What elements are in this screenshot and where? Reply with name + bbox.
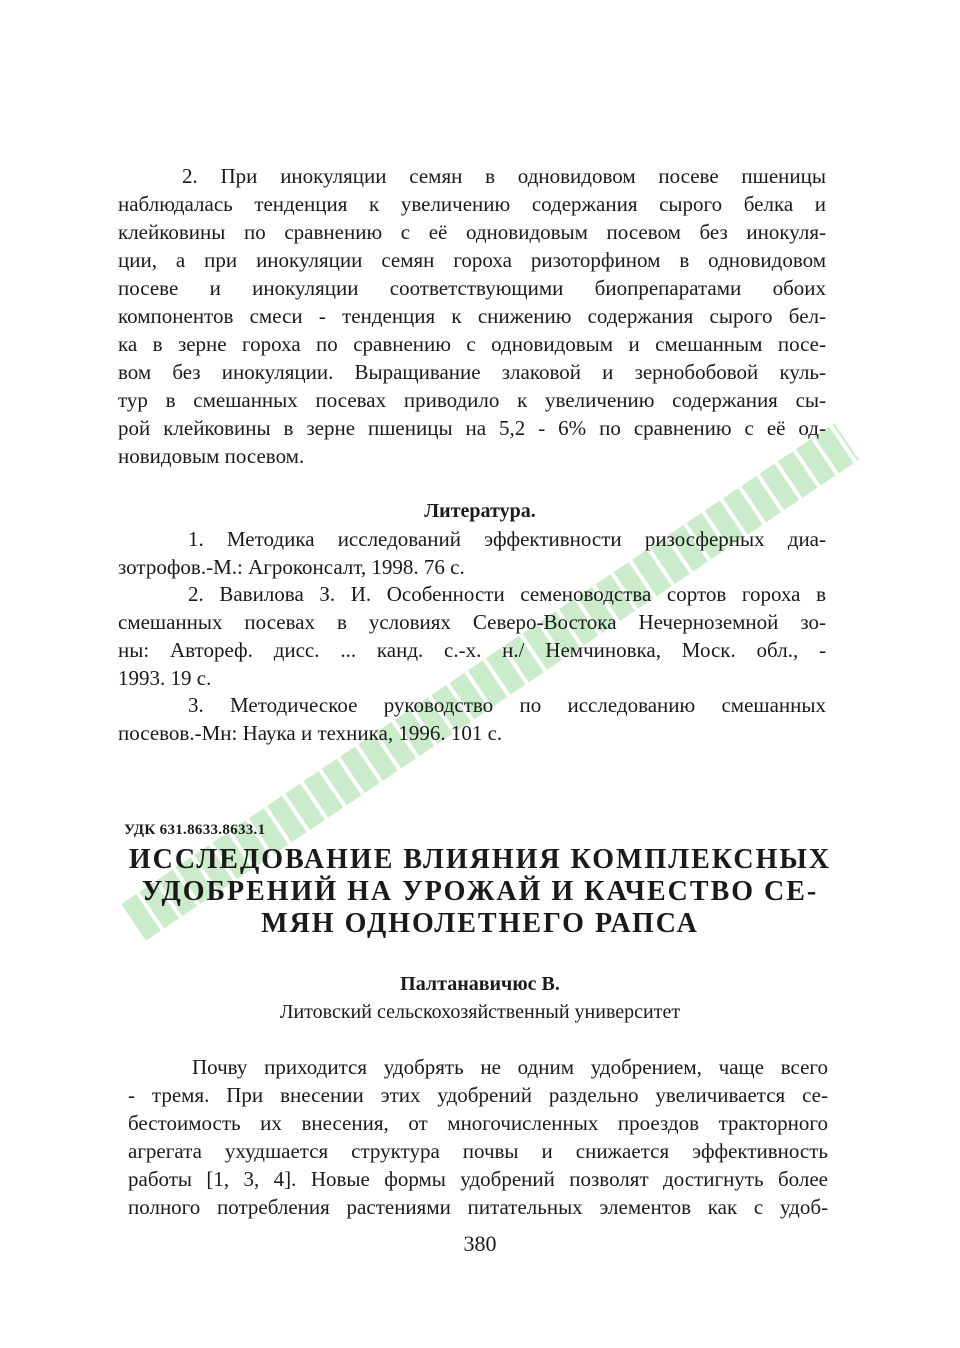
page-number: 380 [463, 1231, 497, 1256]
text-line: вом без инокуляции. Выращивание злаковой и зернобобовой куль- [118, 360, 826, 384]
reference-line: смешанных посевах в условиях Северо-Востока Нечерноземной зо- [118, 610, 826, 634]
text-line: клейковины по сравнению с её одновидовым посевом без инокуля- [118, 220, 826, 244]
text-line: работы [1, 3, 4]. Новые формы удобрений позволят достигнуть более [128, 1167, 828, 1191]
literature-heading: Литература. [424, 500, 536, 522]
text-line: - тремя. При внесении этих удобрений раздельно увеличивается се- [128, 1083, 828, 1107]
text-line: наблюдалась тенденция к увеличению содержания сырого белка и [118, 192, 826, 216]
text-line: агрегата ухудшается структура почвы и снижается эффективность [128, 1139, 828, 1163]
udk-code: УДК 631.8633.8633.1 [124, 822, 266, 838]
text-line: посеве и инокуляции соответствующими биопрепаратами обоих [118, 276, 826, 300]
author-affiliation: Литовский сельскохозяйственный университет [279, 1001, 681, 1023]
reference-line: ны: Автореф. дисс. ... канд. с.-х. н./ Немчиновка, Моск. обл., - [118, 638, 826, 662]
article-title-line: УДОБРЕНИЙ НА УРОЖАЙ И КАЧЕСТВО СЕ- [141, 876, 819, 907]
text-line: новидовым посевом. [118, 444, 305, 468]
article-title-line: МЯН ОДНОЛЕТНЕГО РАПСА [261, 908, 699, 939]
text-line: компонентов смеси - тенденция к снижению содержания сырого бел- [118, 304, 826, 328]
reference-line: посевов.-Мн: Наука и техника, 1996. 101 с. [118, 721, 503, 745]
reference-line: зотрофов.-М.: Агроконсалт, 1998. 76 с. [118, 555, 465, 579]
text-line: Почву приходится удобрять не одним удобрением, чаще всего [192, 1055, 828, 1079]
reference-line: 1993. 19 с. [118, 666, 212, 690]
text-line: рой клейковины в зерне пшеницы на 5,2 - 6% по сравнению с её од- [118, 416, 826, 440]
reference-line: 2. Вавилова З. И. Особенности семеноводства сортов гороха в [188, 582, 826, 606]
reference-line: 1. Методика исследований эффективности ризосферных диа- [188, 527, 826, 551]
text-line: бестоимость их внесения, от многочисленных проездов тракторного [128, 1111, 828, 1135]
text-line: полного потребления растениями питательных элементов как с удоб- [128, 1195, 828, 1219]
reference-line: 3. Методическое руководство по исследованию смешанных [188, 693, 826, 717]
author-name: Палтанавичюс В. [400, 973, 560, 995]
text-line: ка в зерне гороха по сравнению с одновидовым и смешанным посе- [118, 332, 826, 356]
text-line: тур в смешанных посевах приводило к увеличению содержания сы- [118, 388, 826, 412]
article-title-line: ИССЛЕДОВАНИЕ ВЛИЯНИЯ КОМПЛЕКСНЫХ [128, 844, 832, 875]
text-line: ции, а при инокуляции семян гороха ризоторфином в одновидовом [118, 248, 826, 272]
text-line: 2. При инокуляции семян в одновидовом посеве пшеницы [182, 164, 826, 188]
